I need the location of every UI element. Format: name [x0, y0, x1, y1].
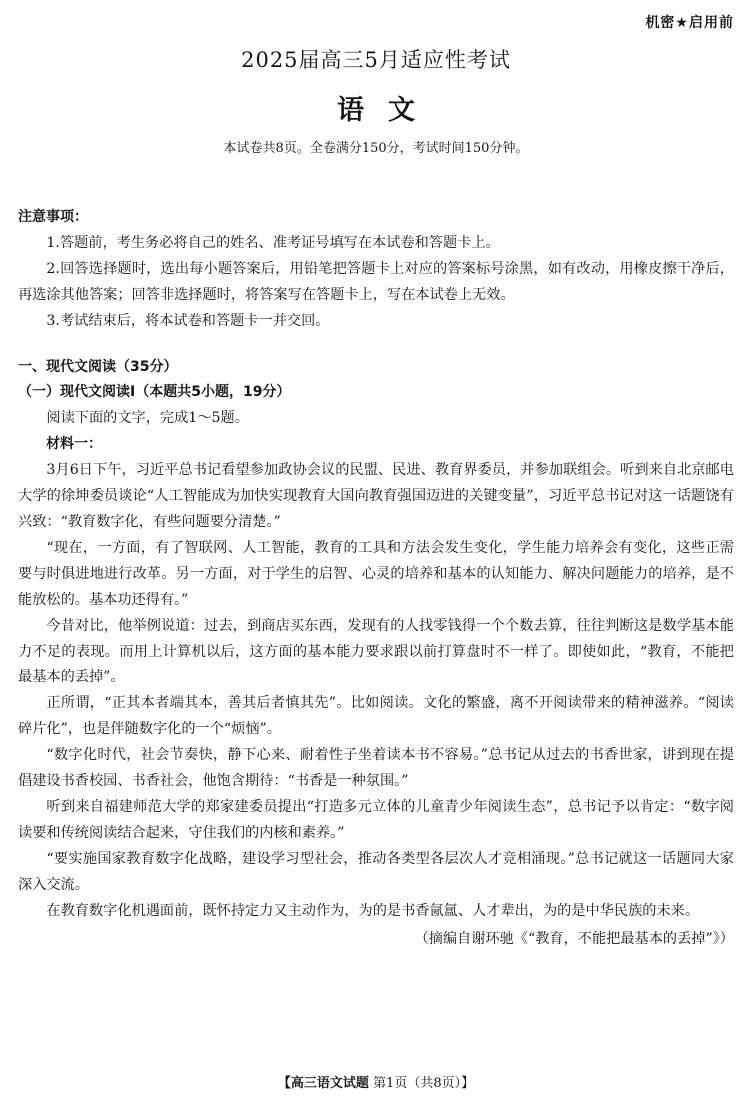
paragraph: “数字化时代，社会节奏快，静下心来、耐着性子坐着读本书不容易。”总书记从过去的书香世家，讲到现在提倡建设书香校园、书香社会，他饱含期待：“书香是一种氛围。”	[18, 747, 734, 790]
section-title: 一、现代文阅读（35分）	[18, 358, 178, 375]
material-label: 材料一：	[46, 436, 102, 453]
footer-exam-name: 【高三语文试题	[277, 1076, 369, 1091]
subject-title: 语文	[337, 95, 439, 126]
paragraph: 3月6日下午，习近平总书记看望参加政协会议的民盟、民进、教育界委员，并参加联组会。听到来自北京邮电大学的徐坤委员谈论“人工智能成为加快实现教育大国向教育强国迈进的关键变量”，习近平总书记对这一话题饶有兴致：“教育数字化，有些问题要分清楚。”	[18, 462, 734, 530]
paragraph: 今昔对比，他举例说道：过去，到商店买东西，发现有的人找零钱得一个个数去算，往往判断这是数学基本能力不足的表现。而用上计算机以后，这方面的基本能力要求跟以前打算盘时不一样了。即使如此，“教育，不能把最基本的丢掉”。	[18, 617, 734, 686]
paragraph: 听到来自福建师范大学的郑家建委员提出“打造多元立体的儿童青少年阅读生态”，总书记予以肯定：“数字阅读要和传统阅读结合起来，守住我们的内核和素养。”	[18, 798, 734, 841]
notice-heading: 注意事项：	[18, 209, 88, 225]
document-body	[18, 205, 734, 953]
spacer	[18, 335, 734, 355]
paragraph: “现在，一方面，有了智联网、人工智能，教育的工具和方法会发生变化，学生能力培养会有变化，这些正需要与时俱进地进行改革。另一方面，对于学生的启智、心灵的培养和基本的认知能力、解决问题能力的培养，是不能放松的。基本功还得有。”	[18, 539, 734, 608]
paragraph: “要实施国家教育数字化战略，建设学习型社会，推动各类型各层次人才竞相涌现。”总书记就这一话题同大家深入交流。	[18, 850, 734, 893]
page-footer	[0, 1072, 752, 1091]
reading-instruction: 阅读下面的文字，完成1～5题。	[46, 410, 249, 427]
notice-item: 1.答题前，考生务必将自己的姓名、准考证号填写在本试卷和答题卡上。	[46, 234, 500, 251]
paragraph: 正所谓，“正其本者端其本，善其后者慎其先”。比如阅读。文化的繁盛，离不开阅读带来的精神滋养。“阅读碎片化”，也是伴随数字化的一个“烦恼”。	[18, 695, 734, 738]
exam-title: 2025届高三5月适应性考试	[241, 48, 511, 72]
confidential-label: 机密★启用前	[645, 15, 734, 31]
notice-item: 2.回答选择题时，选出每小题答案后，用铅笔把答题卡上对应的答案标号涂黑，如有改动，用橡皮擦干净后，再选涂其他答案；回答非选择题时，将答案写在答题卡上，写在本试卷上无效。	[18, 260, 734, 303]
paragraph: 在教育数字化机遇面前，既怀持定力又主动作为，为的是书香氤氲、人才辈出，为的是中华民族的未来。	[46, 902, 700, 919]
notice-item: 3.考试结束后，将本试卷和答题卡一并交回。	[46, 312, 330, 329]
source-citation: （摘编自谢环驰《“教育，不能把最基本的丢掉”》）	[414, 931, 734, 948]
exam-info: 本试卷共8页。全卷满分150分，考试时间150分钟。	[223, 141, 529, 156]
section-subtitle: （一）现代文阅读Ⅰ（本题共5小题，19分）	[18, 384, 291, 401]
footer-page-info: 第1页（共8页）】	[373, 1076, 475, 1091]
